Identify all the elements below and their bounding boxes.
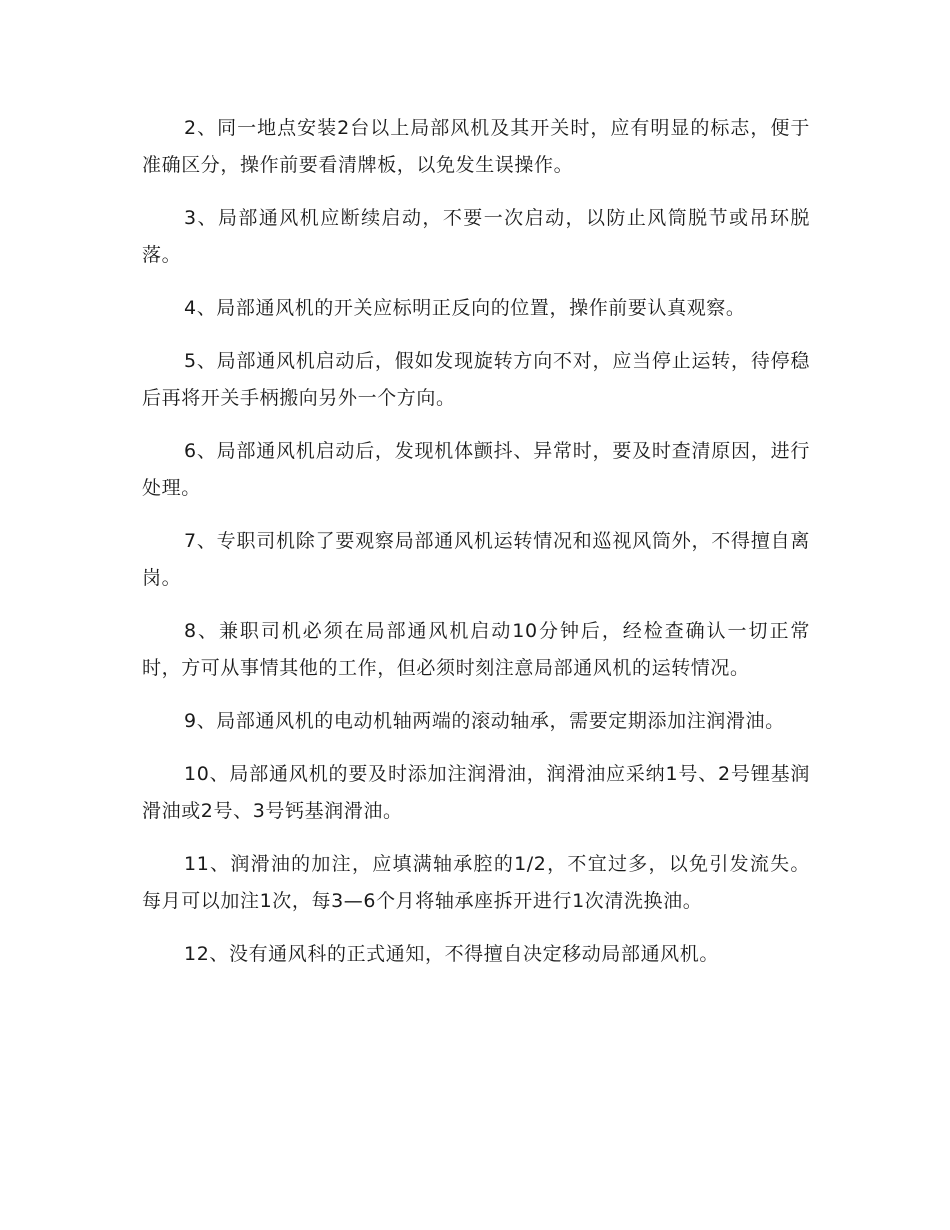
paragraph-item-6: 6、局部通风机启动后，发现机体颤抖、异常时，要及时查清原因，进行处理。 xyxy=(142,440,810,499)
paragraph-item-7: 7、专职司机除了要观察局部通风机运转情况和巡视风筒外，不得擅自离岗。 xyxy=(142,530,810,589)
document-body xyxy=(142,110,810,989)
paragraph-item-4: 4、局部通风机的开关应标明正反向的位置，操作前要认真观察。 xyxy=(184,297,746,319)
paragraph-item-5: 5、局部通风机启动后，假如发现旋转方向不对，应当停止运转，待停稳后再将开关手柄搬向另外一个方向。 xyxy=(142,350,810,409)
paragraph-item-8: 8、兼职司机必须在局部通风机启动10分钟后，经检查确认一切正常时，方可从事情其他的工作，但必须时刻注意局部通风机的运转情况。 xyxy=(142,620,810,679)
paragraph-item-10: 10、局部通风机的要及时添加注润滑油，润滑油应采纳1号、2号锂基润滑油或2号、3号钙基润滑油。 xyxy=(142,763,810,822)
paragraph-item-2: 2、同一地点安装2台以上局部风机及其开关时，应有明显的标志，便于准确区分，操作前要看清牌板，以免发生误操作。 xyxy=(142,117,810,176)
paragraph-item-3: 3、局部通风机应断续启动，不要一次启动，以防止风筒脱节或吊环脱落。 xyxy=(142,207,810,266)
paragraph-item-12: 12、没有通风科的正式通知，不得擅自决定移动局部通风机。 xyxy=(184,943,719,965)
paragraph-item-11: 11、润滑油的加注，应填满轴承腔的1/2，不宜过多，以免引发流失。每月可以加注1次，每3—6个月将轴承座拆开进行1次清洗换油。 xyxy=(142,853,810,912)
paragraph-item-9: 9、局部通风机的电动机轴两端的滚动轴承，需要定期添加注润滑油。 xyxy=(184,710,785,732)
